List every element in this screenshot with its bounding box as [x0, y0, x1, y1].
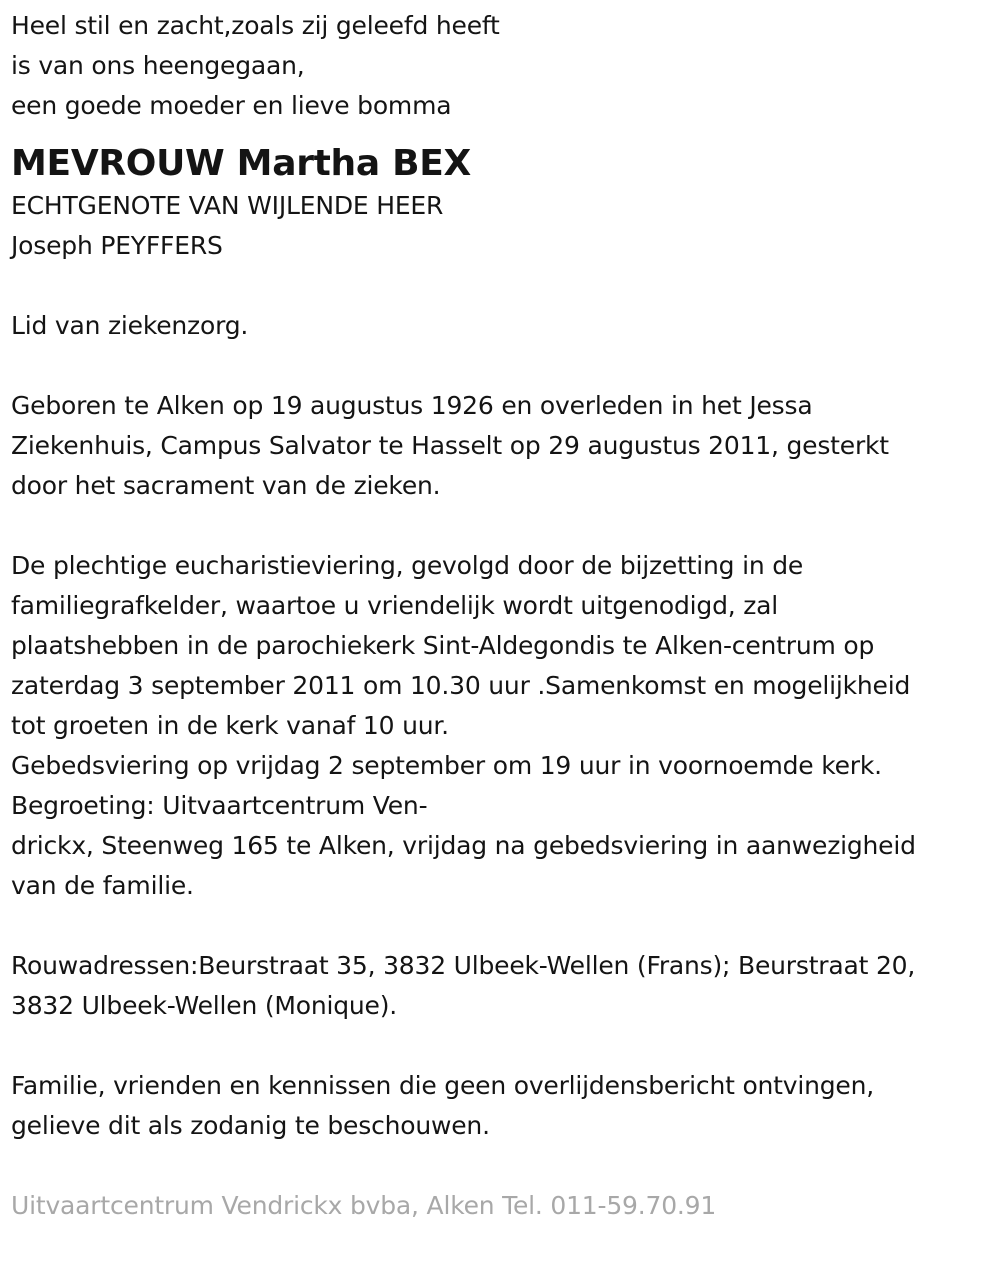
- paragraph-line: Familie, vrienden en kennissen die geen overlijdensbericht ontvingen,: [11, 1071, 875, 1100]
- spacer: [11, 506, 991, 546]
- paragraph-line: plaatshebben in de parochiekerk Sint-Aldegondis te Alken-centrum op: [11, 631, 875, 660]
- spacer: [11, 1026, 991, 1066]
- intro-line: is van ons heengegaan,: [11, 51, 305, 80]
- paragraph-line: drickx, Steenweg 165 te Alken, vrijdag na gebedsviering in aanwezigheid: [11, 831, 916, 860]
- spouse-line: Joseph PEYFFERS: [11, 231, 223, 260]
- paragraph-line: familiegrafkelder, waartoe u vriendelijk wordt uitgenodigd, zal: [11, 591, 779, 620]
- spacer: [11, 346, 991, 386]
- spacer: [11, 266, 991, 306]
- spouse-line: ECHTGENOTE VAN WIJLENDE HEER: [11, 191, 444, 220]
- spacer: [11, 1146, 991, 1186]
- paragraph-line: gelieve dit als zodanig te beschouwen.: [11, 1111, 490, 1140]
- paragraph-line: tot groeten in de kerk vanaf 10 uur.: [11, 711, 449, 740]
- paragraph-line: Rouwadressen:Beurstraat 35, 3832 Ulbeek-Wellen (Frans); Beurstraat 20,: [11, 951, 916, 980]
- birth-death-paragraph: [11, 386, 991, 506]
- notice-paragraph: [11, 1066, 991, 1146]
- paragraph-line: De plechtige eucharistieviering, gevolgd door de bijzetting in de: [11, 551, 804, 580]
- spacer: [11, 906, 991, 946]
- membership-text: Lid van ziekenzorg.: [11, 311, 249, 340]
- paragraph-line: Begroeting: Uitvaartcentrum Ven-: [11, 791, 428, 820]
- paragraph-line: zaterdag 3 september 2011 om 10.30 uur .Samenkomst en mogelijkheid: [11, 671, 911, 700]
- paragraph-line: Ziekenhuis, Campus Salvator te Hasselt op 29 augustus 2011, gesterkt: [11, 431, 889, 460]
- intro-verse: [11, 6, 991, 126]
- mourning-addresses: [11, 946, 991, 1026]
- spouse-info: [11, 186, 991, 266]
- paragraph-line: door het sacrament van de zieken.: [11, 471, 441, 500]
- intro-line: een goede moeder en lieve bomma: [11, 91, 452, 120]
- deceased-name: MEVROUW Martha BEX: [11, 143, 471, 184]
- funeral-home-footer: Uitvaartcentrum Vendrickx bvba, Alken Tel. 011-59.70.91: [11, 1191, 717, 1220]
- paragraph-line: Geboren te Alken op 19 augustus 1926 en overleden in het Jessa: [11, 391, 813, 420]
- intro-line: Heel stil en zacht,zoals zij geleefd heeft: [11, 11, 500, 40]
- ceremony-paragraph: [11, 546, 991, 906]
- paragraph-line: van de familie.: [11, 871, 194, 900]
- paragraph-line: 3832 Ulbeek-Wellen (Monique).: [11, 991, 398, 1020]
- obituary-notice: [11, 6, 991, 1226]
- paragraph-line: Gebedsviering op vrijdag 2 september om 19 uur in voornoemde kerk.: [11, 751, 882, 780]
